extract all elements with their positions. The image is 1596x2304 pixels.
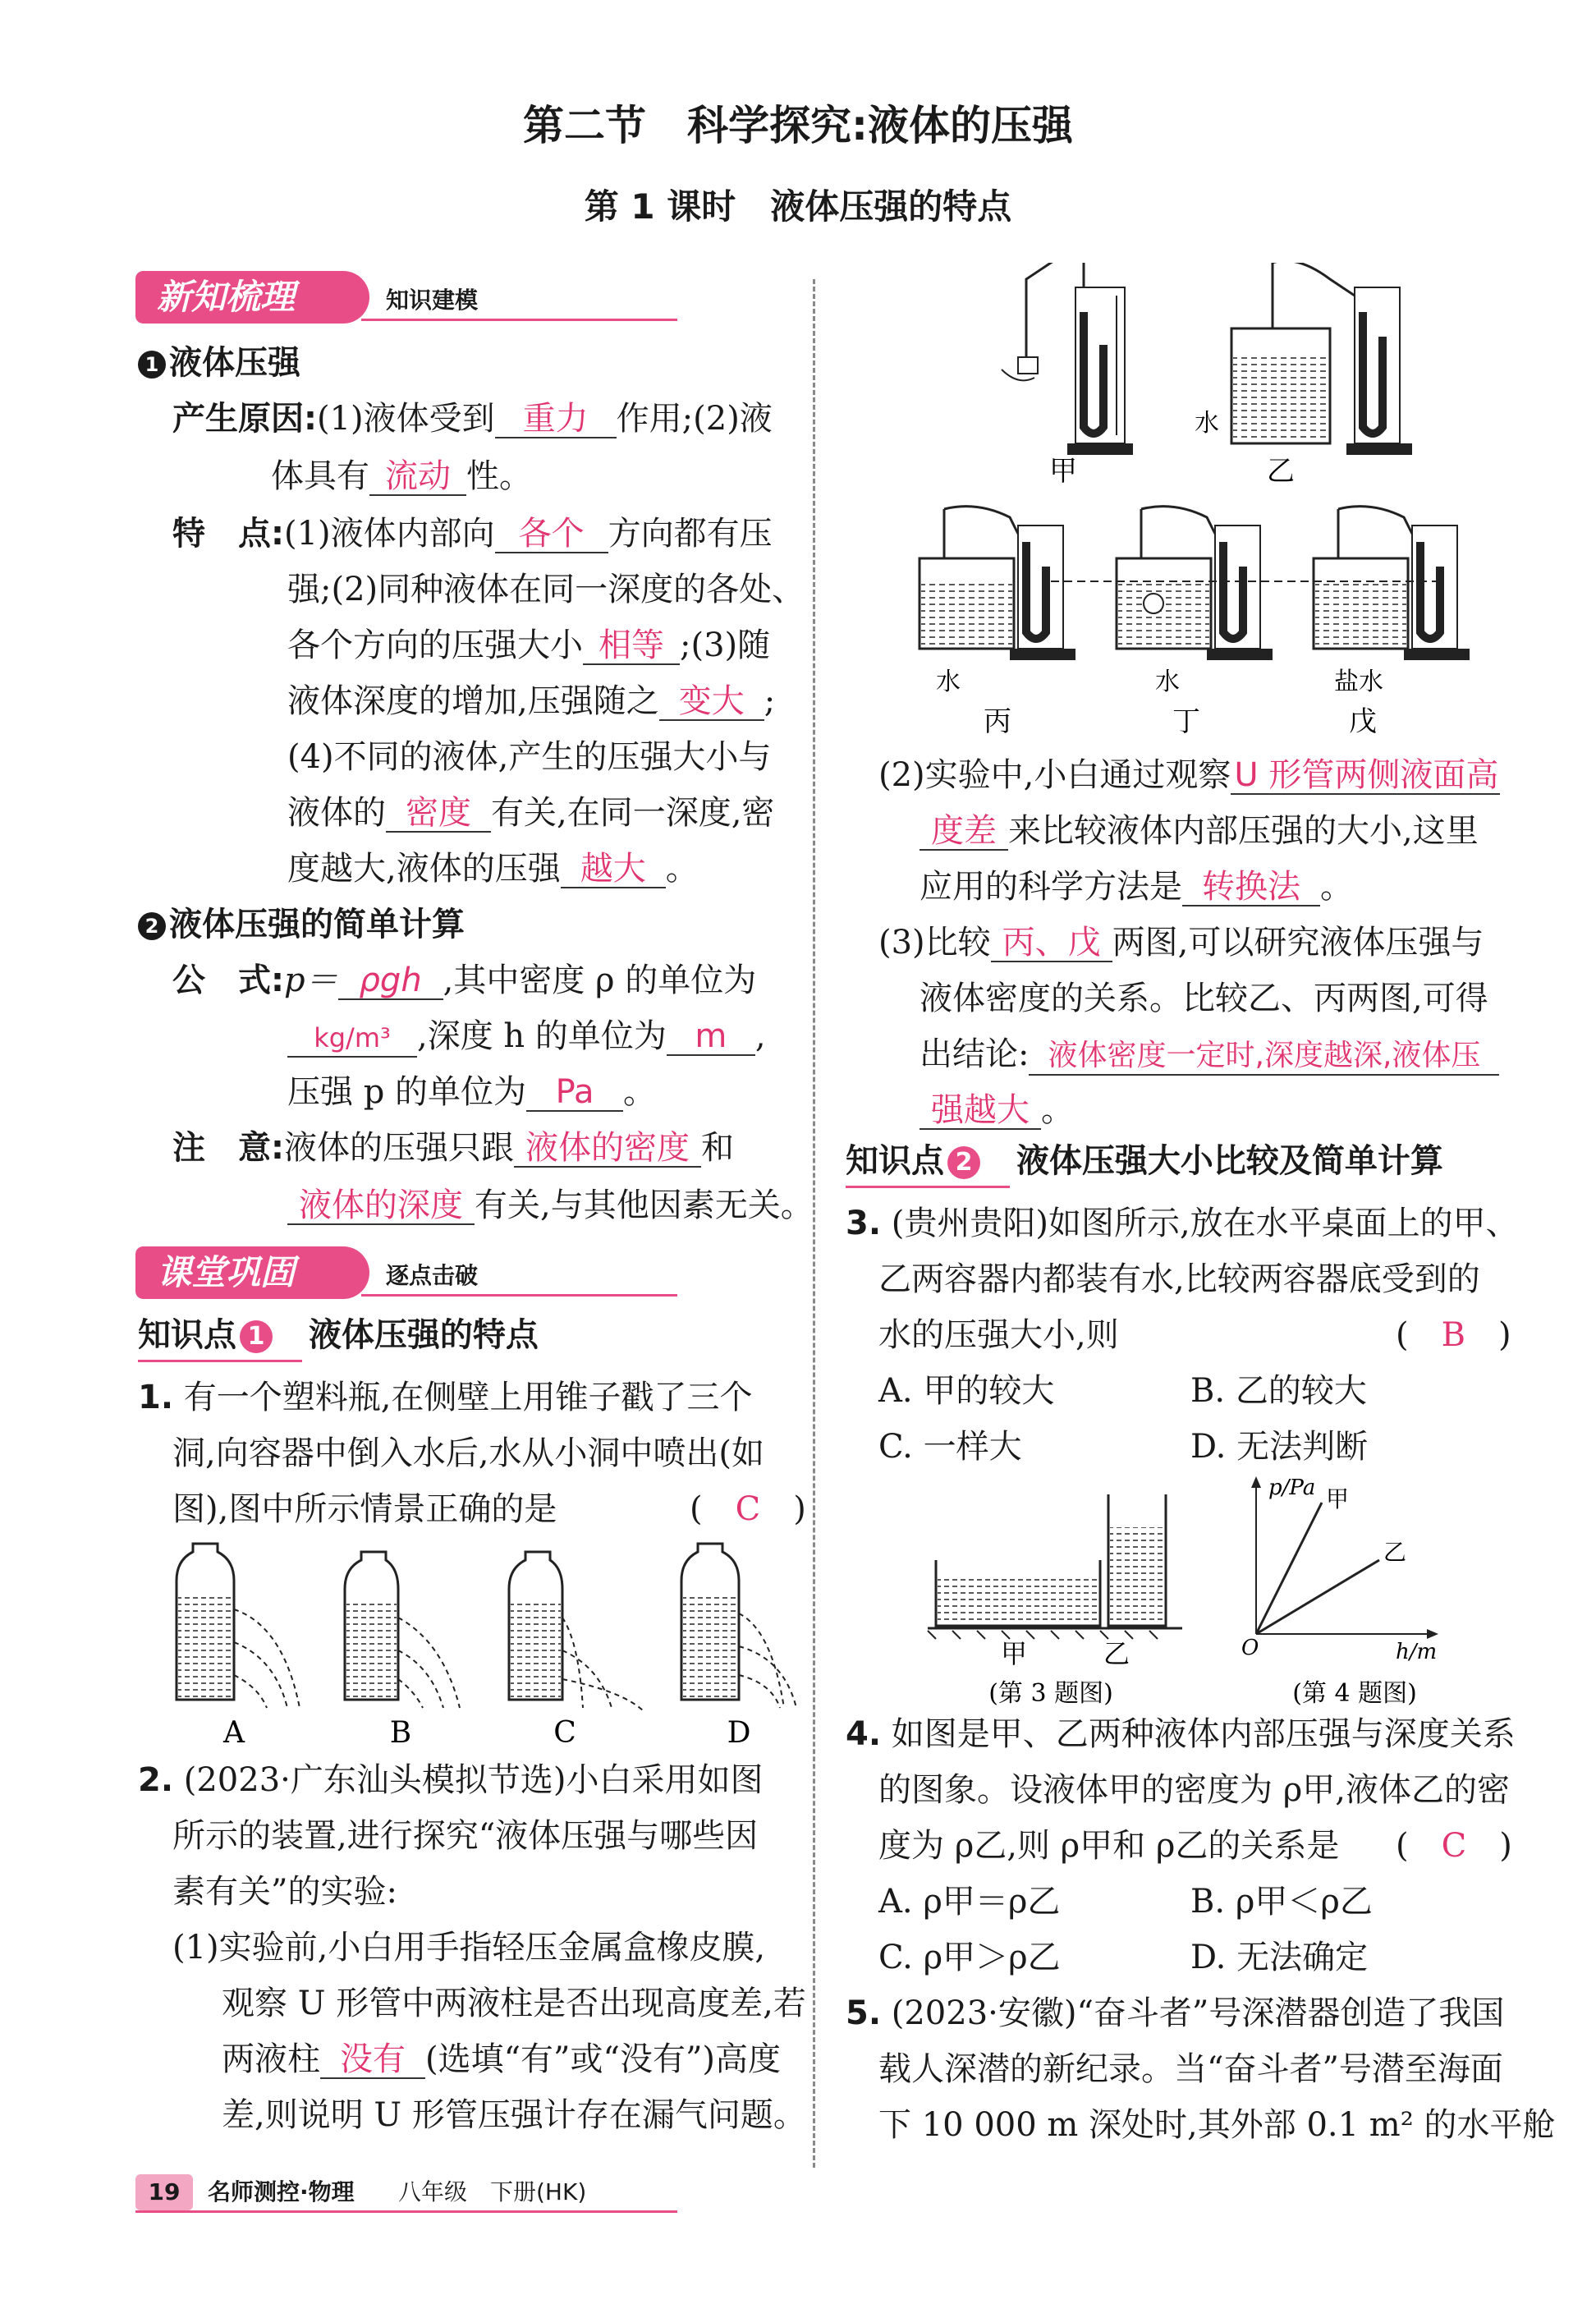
- apparatus-yi: [1231, 263, 1412, 455]
- q3-option-b: B. 乙的较大: [1190, 1372, 1367, 1410]
- q5-line-2: 载人深潜的新纪录。当“奋斗者”号潜至海面: [878, 2050, 1503, 2088]
- q3-line-3: 水的压强大小,则: [878, 1316, 1119, 1354]
- q3-option-a: A. 甲的较大: [878, 1372, 1055, 1410]
- note-line-1: 注 意:液体的压强只跟 液体的密度 和: [172, 1129, 734, 1167]
- fig3-caption: (第 3 题图): [988, 1679, 1113, 1708]
- q2-1-line-1: (1)实验前,小白用手指轻压金属盒橡皮膜,: [172, 1929, 766, 1967]
- q1-line-2: 洞,向容器中倒入水后,水从小洞中喷出(如: [172, 1434, 765, 1472]
- figure-label-yi: 乙: [1267, 455, 1295, 488]
- figure-label-ding: 丁: [1172, 705, 1200, 738]
- feature-line-4: 液体深度的增加,压强随之 变大 ;: [287, 682, 776, 720]
- banner-tag: 逐点击破: [386, 1262, 479, 1289]
- fig4-line-jia-label: 甲: [1326, 1485, 1350, 1512]
- feature-line-7: 度越大,液体的压强 越大 。: [287, 850, 699, 888]
- q4-line-2: 的图象。设液体甲的密度为 ρ甲,液体乙的密: [878, 1771, 1510, 1809]
- bottle-a: [177, 1544, 300, 1708]
- answer-blank: 液体的密度: [514, 1130, 701, 1168]
- q4-option-c: C. ρ甲＞ρ乙: [878, 1939, 1061, 1976]
- feature-line-1: 特 点:(1)液体内部向 各个 方向都有压: [172, 515, 773, 553]
- q4-option-d: D. 无法确定: [1190, 1939, 1369, 1976]
- water-label: 水: [1195, 409, 1219, 438]
- fig4-caption: (第 4 题图): [1292, 1679, 1417, 1708]
- bottle-c: [509, 1552, 644, 1712]
- q2-2-line-2: 度差 来比较液体内部压强的大小,这里: [920, 803, 1479, 859]
- feature-line-5: (4)不同的液体,产生的压强大小与: [287, 738, 772, 776]
- answer-blank: 转换法: [1182, 869, 1320, 906]
- q2-3-line-4: 强越大 。: [920, 1082, 1074, 1138]
- q2-3-line-2: 液体密度的关系。比较乙、丙两图,可得: [920, 980, 1488, 1017]
- q2-2-line-1: (2)实验中,小白通过观察 U 形管两侧液面高: [878, 756, 1499, 794]
- q2-1-line-2: 观察 U 形管中两液柱是否出现高度差,若: [222, 1985, 806, 2022]
- answer-blank: 流动: [369, 458, 466, 496]
- q5-line-3: 下 10 000 m 深处时,其外部 0.1 m² 的水平舱: [878, 2106, 1556, 2144]
- q4-answer: ( C ): [1396, 1827, 1512, 1865]
- figure-4-graph: [1231, 1470, 1494, 1708]
- apparatus-ding: [1117, 507, 1273, 660]
- answer-blank: Pa: [526, 1074, 623, 1112]
- bottle-label: B: [389, 1716, 412, 1749]
- banner-tag: 知识建模: [386, 287, 479, 314]
- fig4-xlabel: h/m: [1396, 1640, 1438, 1664]
- answer-blank: U 形管两侧液面高: [1231, 757, 1500, 795]
- knowledge-point-1: 知识点 1 液体压强的特点: [138, 1316, 539, 1354]
- bottle-label: D: [727, 1716, 751, 1749]
- bottle-d: [681, 1544, 796, 1708]
- fig4-ylabel: p/Pa: [1268, 1476, 1316, 1500]
- banner-text: 课堂巩固: [157, 1252, 296, 1292]
- answer-blank: 液体的深度: [287, 1187, 475, 1225]
- cause-line-2: 体具有 流动 性。: [271, 457, 532, 495]
- q3-option-d: D. 无法判断: [1190, 1428, 1369, 1466]
- answer-blank: 各个: [495, 516, 608, 553]
- formula-line-2: kg/m³ ,深度 h 的单位为 m ,: [287, 1008, 766, 1064]
- q3-option-c: C. 一样大: [878, 1428, 1022, 1466]
- answer-blank: 相等: [583, 627, 680, 665]
- grade-label: 八年级 下册(HK): [398, 2178, 587, 2205]
- answer-blank: m: [667, 1018, 755, 1056]
- fig3-label-jia: 甲: [1000, 1638, 1028, 1669]
- q2-2-line-3: 应用的科学方法是 转换法 。: [920, 868, 1353, 906]
- water-label: 水: [936, 668, 961, 696]
- bottle-b: [345, 1552, 460, 1708]
- q4-line-1: 4. 如图是甲、乙两种液体内部压强与深度关系: [846, 1715, 1516, 1753]
- formula-line-3: 压强 p 的单位为 Pa 。: [287, 1073, 657, 1111]
- q3-line-1: 3. (贵州贵阳)如图所示,放在水平桌面上的甲、: [846, 1205, 1519, 1242]
- q2-3-line-3: 出结论: 液体密度一定时,深度越深,液体压: [920, 1026, 1499, 1082]
- fig3-label-yi: 乙: [1103, 1638, 1130, 1669]
- answer-blank: 重力: [495, 401, 617, 438]
- q1-line-1: 1. 有一个塑料瓶,在侧壁上用锥子戳了三个: [138, 1379, 753, 1416]
- figure-label-bing: 丙: [984, 705, 1011, 738]
- kp-number: 1: [240, 1320, 273, 1353]
- answer-blank: 变大: [659, 683, 764, 721]
- water-label: 水: [1155, 668, 1180, 696]
- heading-simple-calc: 2 液体压强的简单计算: [138, 897, 465, 952]
- feature-line-6: 液体的 密度 有关,在同一深度,密: [287, 794, 775, 832]
- feature-line-2: 强;(2)同种液体在同一深度的各处、: [287, 571, 805, 608]
- bottles-figure: [148, 1535, 805, 1749]
- figure-label-jia: 甲: [1049, 455, 1077, 488]
- kp-underline: [138, 1360, 302, 1362]
- apparatus-bing: [920, 507, 1075, 660]
- pressure-gauge-figure: [903, 263, 1527, 747]
- answer-blank: 液体密度一定时,深度越深,液体压: [1029, 1038, 1499, 1076]
- q2-1-line-3: 两液柱 没有 (选填“有”或“没有”)高度: [222, 2040, 782, 2078]
- q2-line-3: 素有关”的实验:: [172, 1873, 397, 1911]
- bottle-label: A: [223, 1716, 245, 1749]
- fig4-line-yi-label: 乙: [1383, 1539, 1407, 1566]
- kp-number: 2: [947, 1146, 980, 1179]
- number-1-icon: 1: [138, 351, 166, 379]
- knowledge-point-2: 知识点 2 液体压强大小比较及简单计算: [846, 1142, 1443, 1180]
- apparatus-jia: [1002, 263, 1133, 455]
- section-banner-consolidation: [135, 1246, 369, 1299]
- answer-blank: ρgh: [338, 962, 443, 1000]
- figure-label-wu: 戊: [1349, 705, 1377, 738]
- q3-line-2: 乙两容器内都装有水,比较两容器底受到的: [878, 1260, 1480, 1298]
- cause-line-1: 产生原因:(1)液体受到 重力 作用;(2)液: [172, 400, 773, 438]
- footer-line: [135, 2210, 677, 2213]
- answer-blank: 密度: [386, 795, 491, 833]
- number-2-icon: 2: [138, 912, 166, 940]
- answer-blank: kg/m³: [287, 1020, 417, 1058]
- banner-underline: [361, 1294, 677, 1297]
- q2-line-1: 2. (2023·广东汕头模拟节选)小白采用如图: [138, 1761, 764, 1799]
- q5-line-1: 5. (2023·安徽)“奋斗者”号深潜器创造了我国: [846, 1994, 1505, 2032]
- footer: [135, 2174, 677, 2212]
- answer-blank: 度差: [920, 813, 1008, 851]
- q4-option-a: A. ρ甲＝ρ乙: [878, 1883, 1061, 1921]
- lesson-subtitle: 第 1 课时 液体压强的特点: [584, 186, 1012, 227]
- q1-line-3: 图),图中所示情景正确的是: [172, 1490, 557, 1528]
- page-number: 19: [135, 2174, 193, 2210]
- note-line-2: 液体的深度 有关,与其他因素无关。: [287, 1177, 814, 1233]
- figure-3-containers: [920, 1478, 1199, 1708]
- banner-text: 新知梳理: [157, 277, 296, 317]
- formula-line-1: 公 式:p＝ ρgh ,其中密度 ρ 的单位为: [172, 962, 757, 999]
- q4-line-3: 度为 ρ乙,则 ρ甲和 ρ乙的关系是: [878, 1827, 1340, 1865]
- heading-liquid-pressure: 1 液体压强: [138, 335, 300, 391]
- q2-line-2: 所示的装置,进行探究“液体压强与哪些因: [172, 1817, 759, 1855]
- feature-line-3: 各个方向的压强大小 相等 ;(3)随: [287, 626, 771, 664]
- apparatus-wu: [1314, 507, 1470, 660]
- q2-1-line-4: 差,则说明 U 形管压强计存在漏气问题。: [222, 2096, 806, 2134]
- answer-blank: 没有: [320, 2041, 425, 2079]
- bottle-label: C: [553, 1716, 576, 1749]
- book-title: 名师测控·物理: [208, 2178, 355, 2205]
- answer-blank: 丙、戊: [991, 925, 1112, 962]
- banner-underline: [361, 319, 677, 321]
- kp-underline: [846, 1186, 1010, 1188]
- salt-water-label: 盐水: [1334, 668, 1383, 696]
- section-banner-new-knowledge: [135, 271, 369, 324]
- answer-blank: 越大: [561, 851, 666, 888]
- q2-3-line-1: (3)比较 丙、戊 两图,可以研究液体压强与: [878, 924, 1484, 962]
- q4-option-b: B. ρ甲＜ρ乙: [1190, 1883, 1373, 1921]
- q3-answer: ( B ): [1396, 1316, 1511, 1354]
- answer-blank: 强越大: [920, 1092, 1041, 1130]
- q1-answer: ( C ): [690, 1490, 806, 1528]
- fig4-origin: O: [1241, 1636, 1259, 1660]
- page-title: 第二节 科学探究:液体的压强: [523, 102, 1073, 149]
